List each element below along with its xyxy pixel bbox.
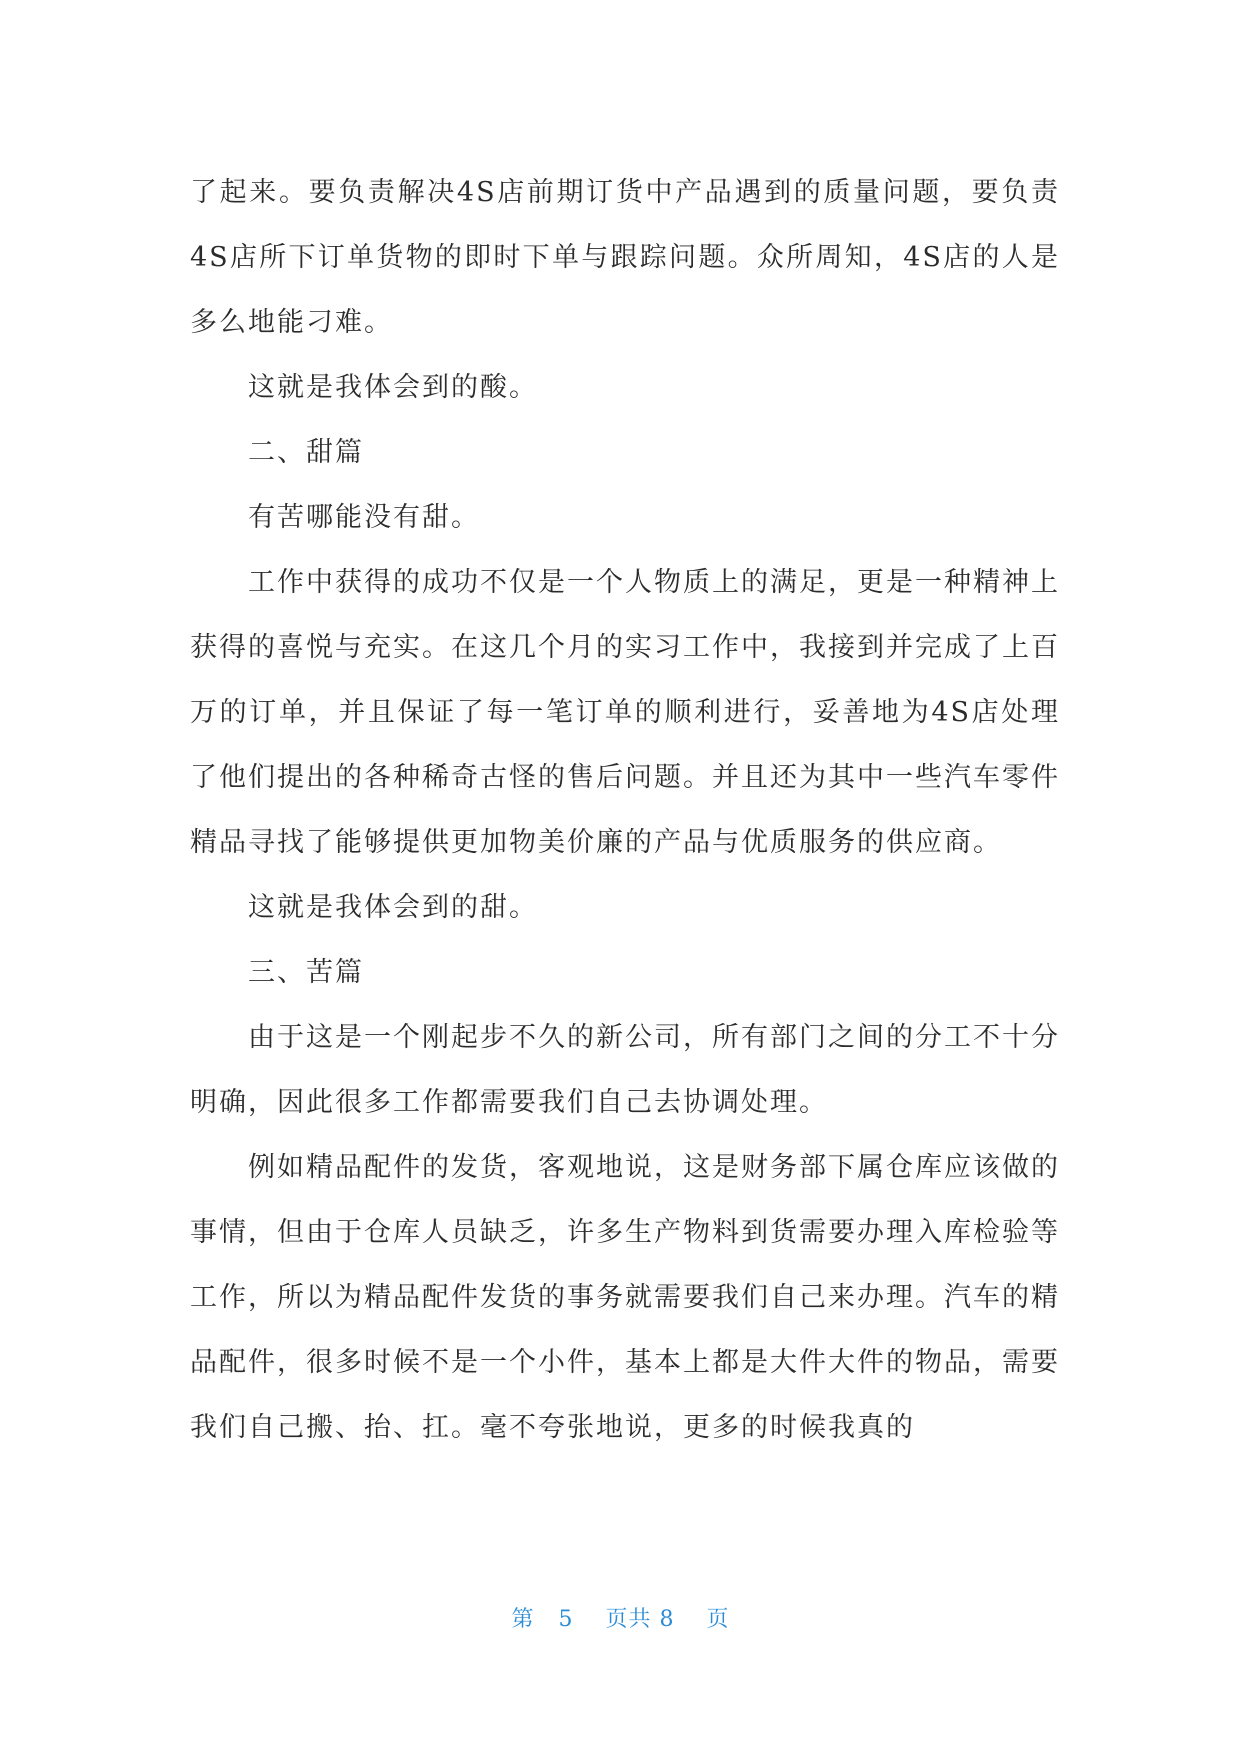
page-label-suffix: 页 <box>706 1607 730 1632</box>
paragraph-1: 了起来。要负责解决4S店前期订货中产品遇到的质量问题，要负责4S店所下订单货物的即时下单与跟踪问题。众所周知，4S店的人是多么地能刁难。 <box>190 177 1060 338</box>
paragraph-6: 这就是我体会到的甜。 <box>248 892 538 923</box>
paragraph-4: 有苦哪能没有甜。 <box>248 502 480 533</box>
paragraph-8: 由于这是一个刚起步不久的新公司，所有部门之间的分工不十分明确，因此很多工作都需要我们自己去协调处理。 <box>190 1022 1060 1118</box>
paragraph-5: 工作中获得的成功不仅是一个人物质上的满足，更是一种精神上获得的喜悦与充实。在这几个月的实习工作中，我接到并完成了上百万的订单，并且保证了每一笔订单的顺利进行，妥善地为4S店处理了他们提出的各种稀奇古怪的售后问题。并且还为其中一些汽车零件精品寻找了能够提供更加物美价廉的产品与优质服务的供应商。 <box>190 567 1060 858</box>
current-page-number: 5 <box>558 1607 574 1632</box>
page-label-middle: 页共 <box>605 1607 652 1632</box>
section-heading-sweet: 二、甜篇 <box>248 437 364 468</box>
body-text <box>190 160 1060 1460</box>
paragraph-2: 这就是我体会到的酸。 <box>248 372 538 403</box>
total-pages-number: 8 <box>659 1607 675 1632</box>
page-label-prefix: 第 <box>511 1607 535 1632</box>
paragraph-9: 例如精品配件的发货，客观地说，这是财务部下属仓库应该做的事情，但由于仓库人员缺乏，许多生产物料到货需要办理入库检验等工作，所以为精品配件发货的事务就需要我们自己来办理。汽车的精品配件，很多时候不是一个小件，基本上都是大件大件的物品，需要我们自己搬、抬、扛。毫不夸张地说，更多的时候我真的 <box>190 1152 1060 1443</box>
page-number-footer <box>0 1602 1241 1633</box>
section-heading-bitter: 三、苦篇 <box>248 957 364 988</box>
